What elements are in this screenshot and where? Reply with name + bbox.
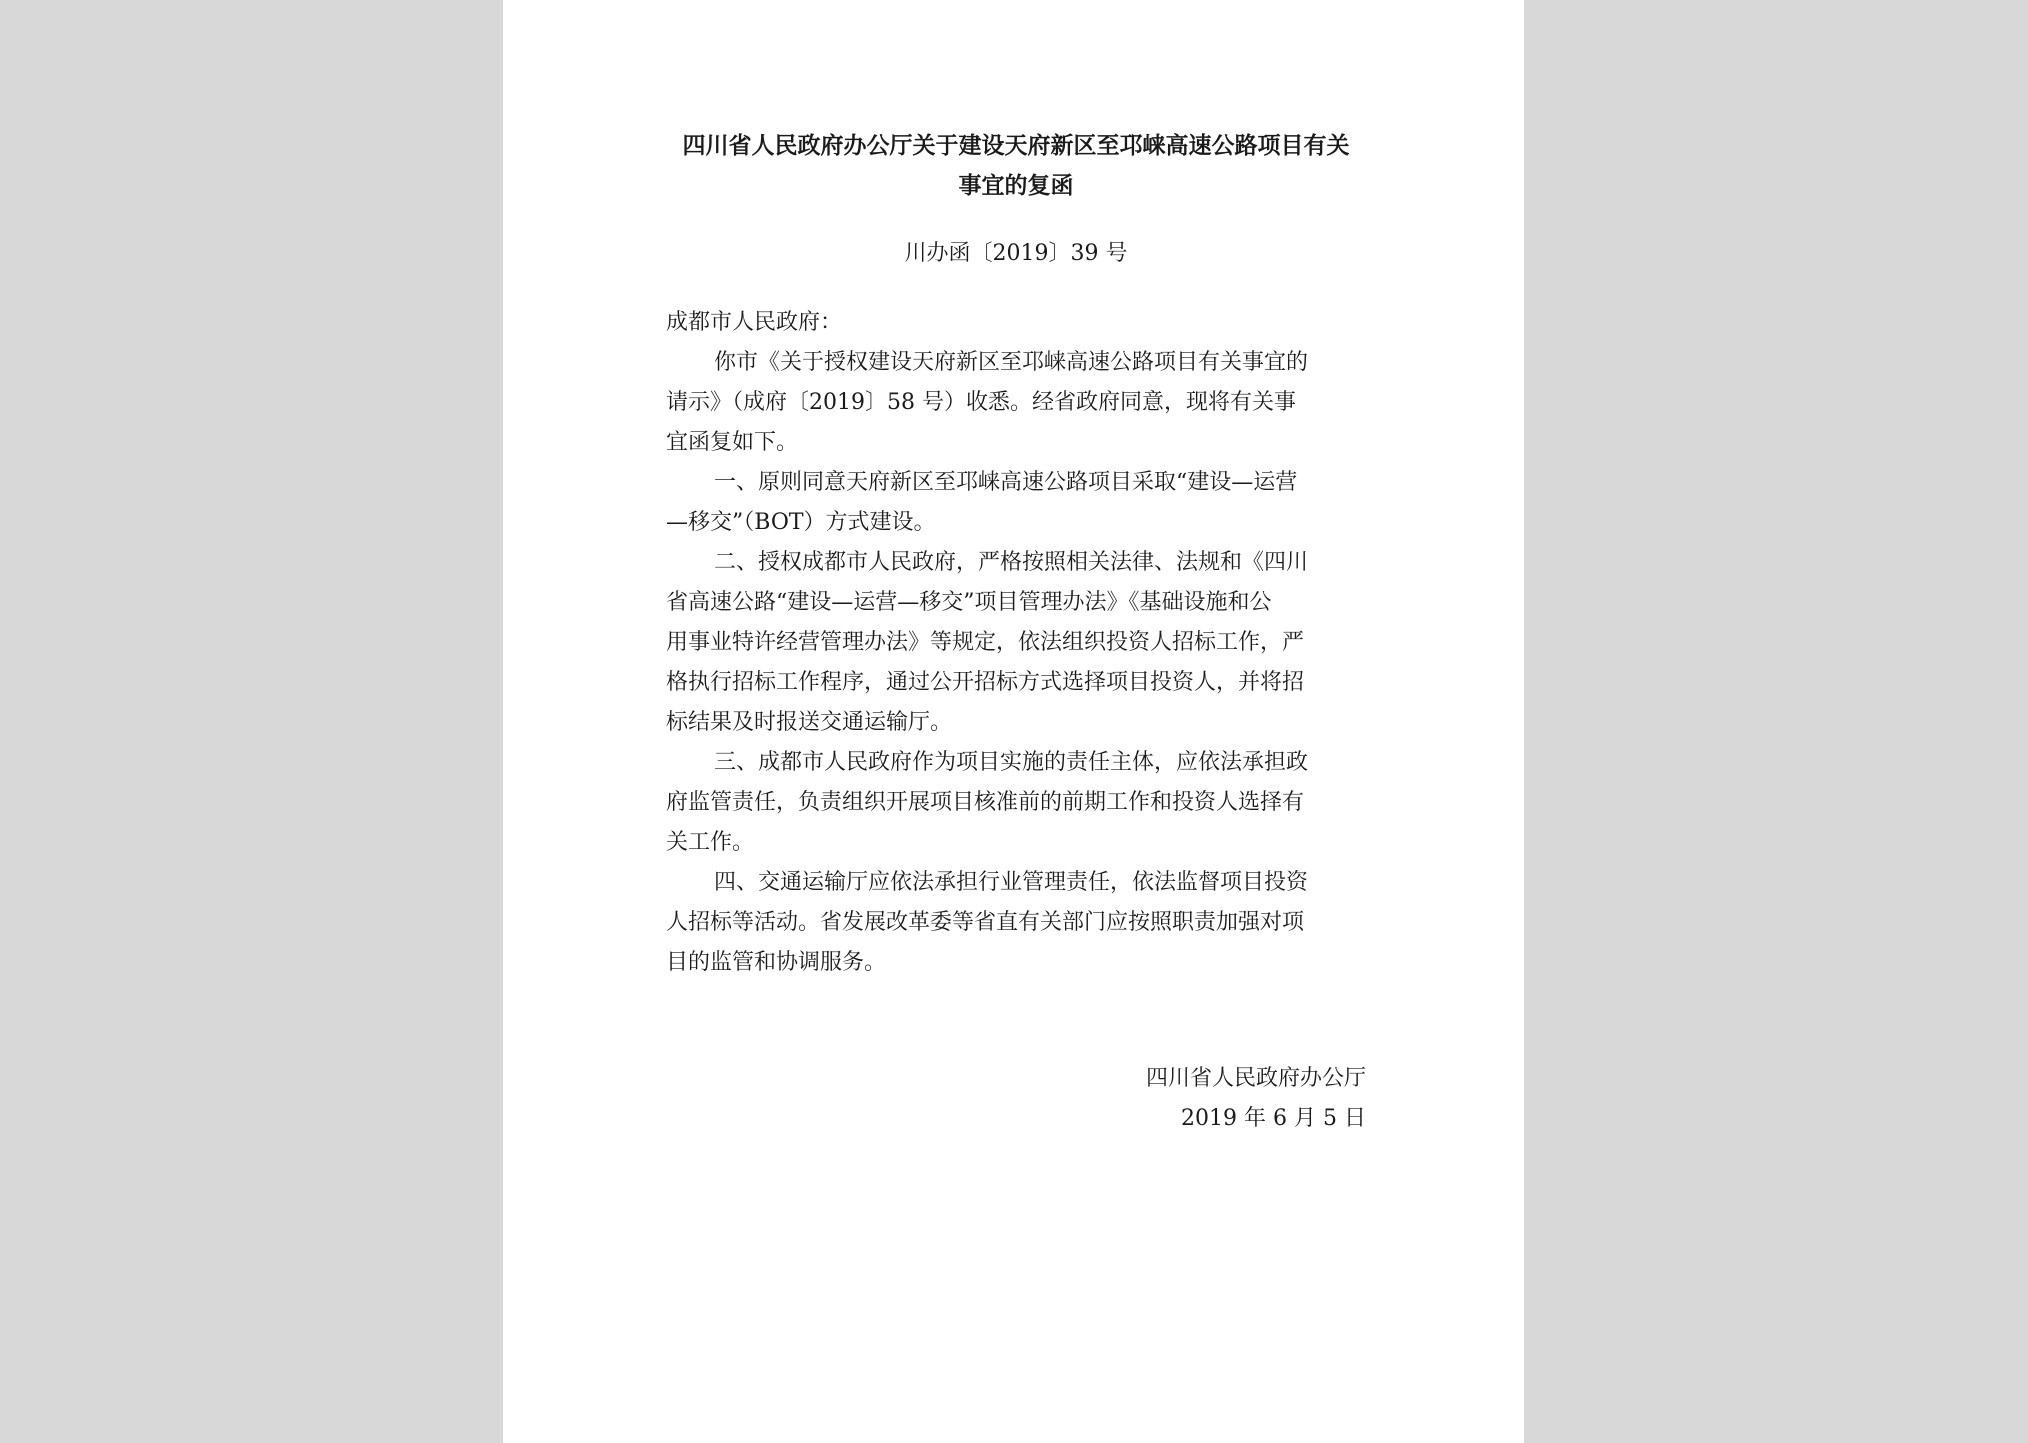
document-page [503,0,1524,1443]
paragraph-line: 请示》（成府〔2019〕58 号）收悉。经省政府同意，现将有关事 [666,390,1296,415]
paragraph-line: —移交”（BOT）方式建设。 [666,510,936,535]
paragraph-item-2 [666,543,1366,743]
paragraph-item-3 [666,743,1366,863]
issuer-name: 四川省人民政府办公厅 [1145,1066,1366,1091]
paragraph-item-4 [666,863,1366,983]
document-title [666,126,1366,206]
paragraph-line: 省高速公路“建设—运营—移交”项目管理办法》《基础设施和公 [666,590,1272,615]
paragraph-line: 人招标等活动。省发展改革委等省直有关部门应按照职责加强对项 [666,910,1305,935]
paragraph-line: 宜函复如下。 [666,430,799,455]
paragraph-intro [666,343,1366,463]
paragraph-line: 用事业特许经营管理办法》等规定，依法组织投资人招标工作，严 [666,630,1305,655]
issue-date: 2019 年 6 月 5 日 [1181,1106,1366,1131]
title-line: 四川省人民政府办公厅关于建设天府新区至邛崃高速公路项目有关 [682,133,1350,159]
paragraph-line: 标结果及时报送交通运输厅。 [666,710,953,735]
paragraph-line: 二、授权成都市人民政府，严格按照相关法律、法规和《四川 [714,550,1309,575]
signoff-block [666,1059,1366,1139]
paragraph-line: 你市《关于授权建设天府新区至邛崃高速公路项目有关事宜的 [714,350,1309,375]
paragraph-line: 关工作。 [666,830,755,855]
paragraph-line: 一、原则同意天府新区至邛崃高速公路项目采取“建设—运营 [714,470,1298,495]
paragraph-item-1 [666,463,1366,543]
paragraph-line: 格执行招标工作程序，通过公开招标方式选择项目投资人，并将招 [666,670,1305,695]
paragraph-line: 目的监管和协调服务。 [666,950,887,975]
document-number: 川办函〔2019〕39 号 [904,241,1128,266]
paragraph-line: 四、交通运输厅应依法承担行业管理责任，依法监督项目投资 [714,870,1309,895]
title-line: 事宜的复函 [958,173,1074,199]
document-content [666,126,1366,1139]
salutation: 成都市人民政府： [666,310,843,335]
paragraph-line: 府监管责任，负责组织开展项目核准前的前期工作和投资人选择有 [666,790,1305,815]
paragraph-line: 三、成都市人民政府作为项目实施的责任主体，应依法承担政 [714,750,1309,775]
